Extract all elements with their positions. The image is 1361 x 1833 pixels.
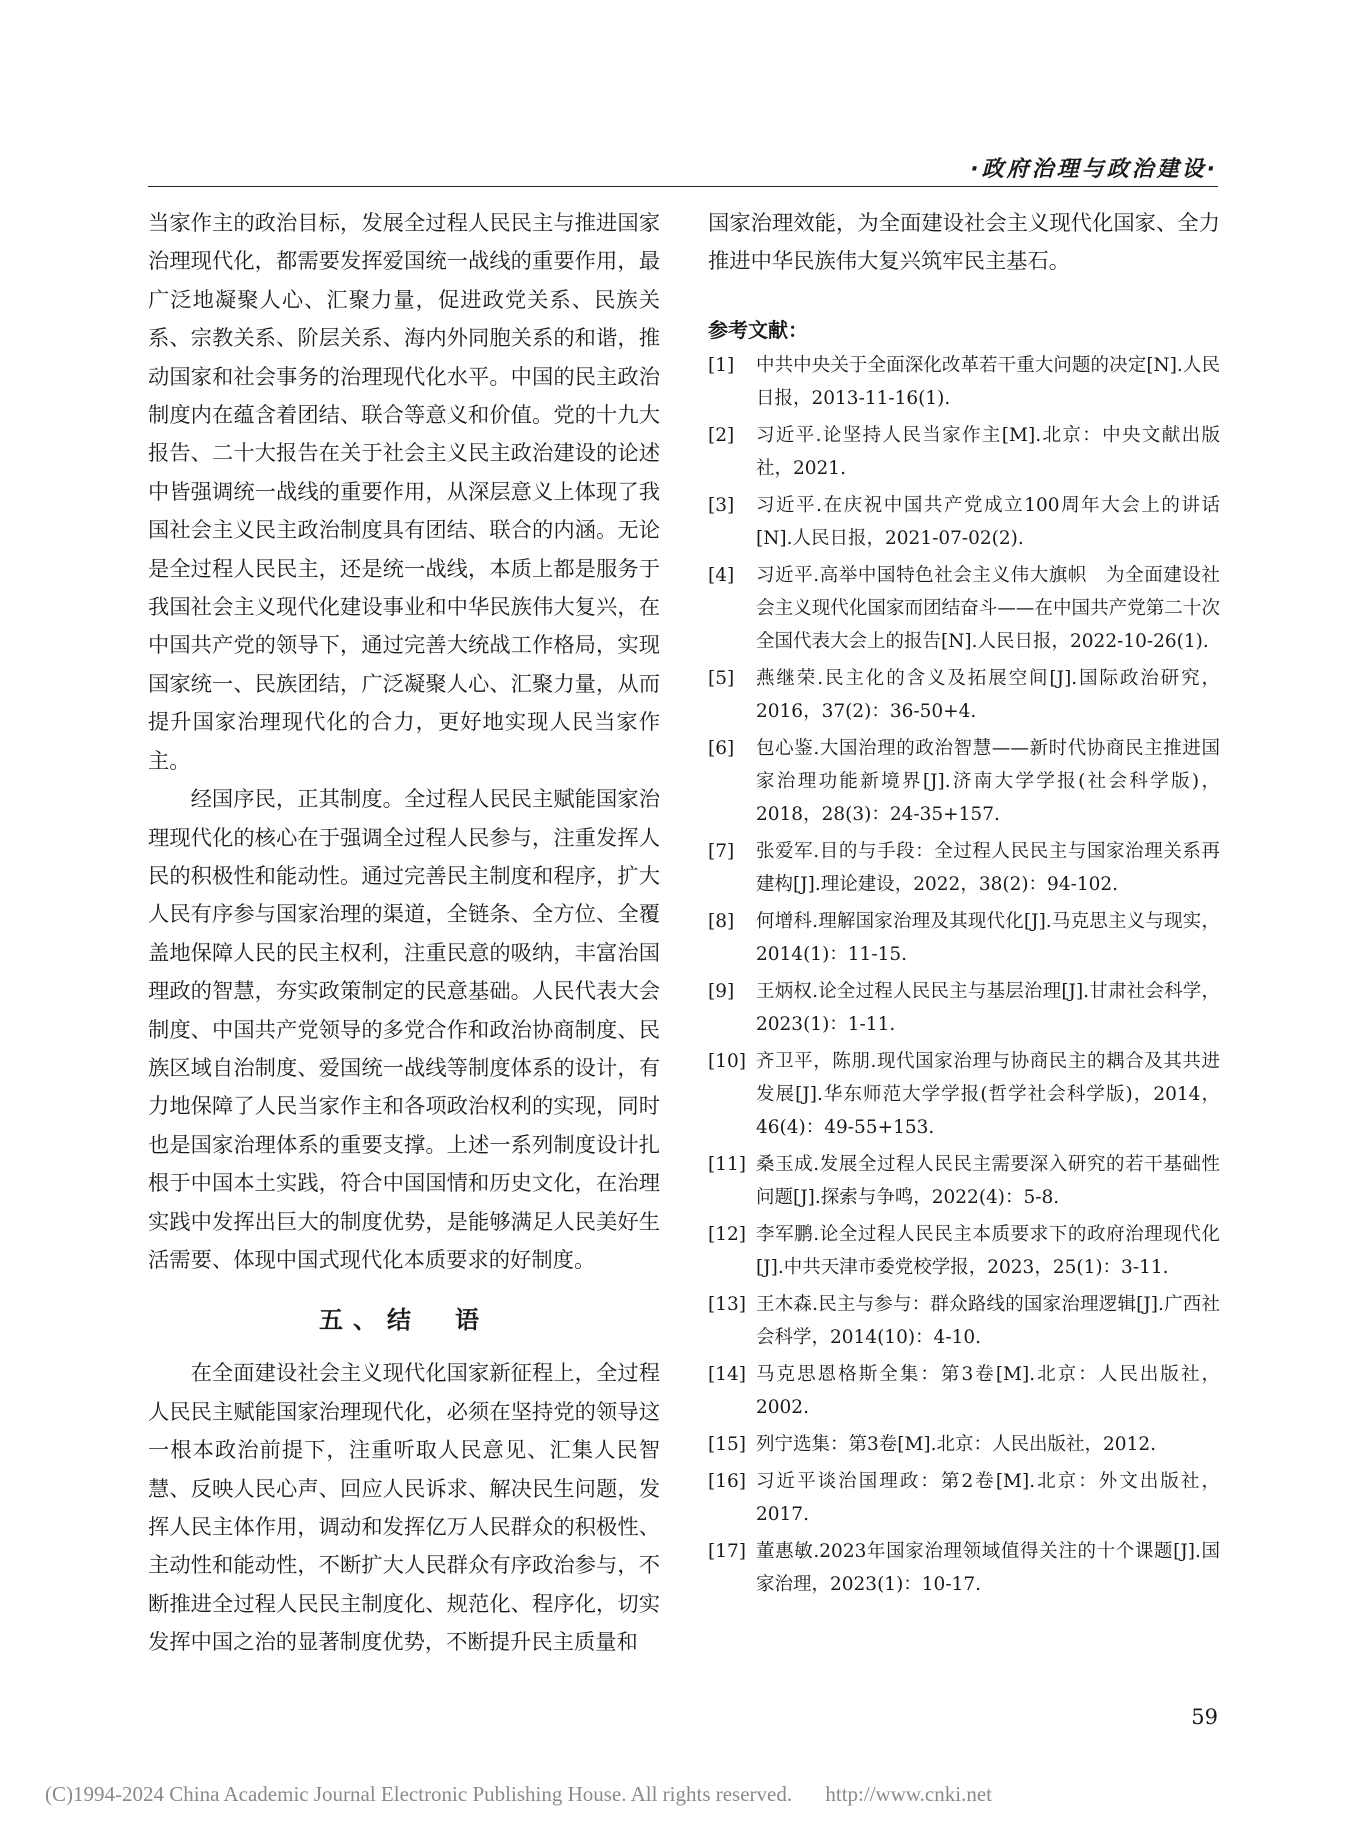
reference-item <box>708 1218 1220 1284</box>
reference-number: [6] <box>708 737 735 759</box>
reference-text: 习近平.论坚持人民当家作主[M].北京：中央文献出版社，2021. <box>756 424 1220 479</box>
reference-number: [7] <box>708 840 735 862</box>
reference-number: [17] <box>708 1540 746 1562</box>
reference-text: 齐卫平，陈朋.现代国家治理与协商民主的耦合及其共进发展[J].华东师范大学学报(哲学社会科学版)，2014，46(4)：49-55+153. <box>756 1050 1220 1138</box>
page-number: 59 <box>1191 1705 1218 1729</box>
reference-text: 习近平谈治国理政：第2卷[M].北京：外文出版社，2017. <box>756 1470 1220 1525</box>
section-heading: 五、结 语 <box>319 1306 489 1335</box>
reference-text: 何增科.理解国家治理及其现代化[J].马克思主义与现实，2014(1)：11-15. <box>756 910 1220 965</box>
copyright-footer <box>45 1782 992 1807</box>
reference-text: 习近平.高举中国特色社会主义伟大旗帜 为全面建设社会主义现代化国家而团结奋斗——在中国共产党第二十次全国代表大会上的报告[N].人民日报，2022-10-26(1). <box>756 564 1220 652</box>
running-header <box>148 150 1218 187</box>
body-paragraph: 当家作主的政治目标，发展全过程人民民主与推进国家治理现代化，都需要发挥爱国统一战线的重要作用，最广泛地凝聚人心、汇聚力量，促进政党关系、民族关系、宗教关系、阶层关系、海内外同胞关系的和谐，推动国家和社会事务的治理现代化水平。中国的民主政治制度内在蕴含着团结、联合等意义和价值。党的十九大报告、二十大报告在关于社会主义民主政治建设的论述中皆强调统一战线的重要作用，从深层意义上体现了我国社会主义民主政治制度具有团结、联合的内涵。无论是全过程人民民主，还是统一战线，本质上都是服务于我国社会主义现代化建设事业和中华民族伟大复兴，在中国共产党的领导下，通过完善大统战工作格局，实现国家统一、民族团结，广泛凝聚人心、汇聚力量，从而提升国家治理现代化的合力，更好地实现人民当家作主。 <box>148 211 660 774</box>
reference-number: [3] <box>708 494 735 516</box>
reference-text: 王炳权.论全过程人民民主与基层治理[J].甘肃社会科学，2023(1)：1-11. <box>756 980 1220 1035</box>
reference-item <box>708 489 1220 555</box>
reference-text: 习近平.在庆祝中国共产党成立100周年大会上的讲话[N].人民日报，2021-07-02(2). <box>756 494 1220 549</box>
reference-number: [9] <box>708 980 735 1002</box>
reference-item <box>708 1428 1220 1461</box>
reference-number: [13] <box>708 1293 746 1315</box>
reference-item <box>708 419 1220 485</box>
reference-item <box>708 349 1220 415</box>
reference-number: [2] <box>708 424 735 446</box>
reference-item <box>708 1288 1220 1354</box>
reference-text: 包心鉴.大国治理的政治智慧——新时代协商民主推进国家治理功能新境界[J].济南大学学报(社会科学版)，2018，28(3)：24-35+157. <box>756 737 1220 825</box>
copyright-text: (C)1994-2024 China Academic Journal Electronic Publishing House. All rights reserved. <box>45 1782 793 1806</box>
reference-number: [12] <box>708 1223 746 1245</box>
left-column <box>148 205 660 1663</box>
body-paragraph: 在全面建设社会主义现代化国家新征程上，全过程人民民主赋能国家治理现代化，必须在坚持党的领导这一根本政治前提下，注重听取人民意见、汇集人民智慧、反映人民心声、回应人民诉求、解决民生问题，发挥人民主体作用，调动和发挥亿万人民群众的积极性、主动性和能动性，不断扩大人民群众有序政治参与，不断推进全过程人民民主制度化、规范化、程序化，切实发挥中国之治的显著制度优势，不断提升民主质量和 <box>148 1361 660 1656</box>
reference-text: 马克思恩格斯全集：第3卷[M].北京：人民出版社，2002. <box>756 1363 1220 1418</box>
reference-item <box>708 1148 1220 1214</box>
reference-number: [1] <box>708 354 735 376</box>
reference-item <box>708 1045 1220 1144</box>
right-column <box>708 205 1220 1605</box>
reference-number: [8] <box>708 910 735 932</box>
body-paragraph: 经国序民，正其制度。全过程人民民主赋能国家治理现代化的核心在于强调全过程人民参与，注重发挥人民的积极性和能动性。通过完善民主制度和程序，扩大人民有序参与国家治理的渠道，全链条、全方位、全覆盖地保障人民的民主权利，注重民意的吸纳，丰富治国理政的智慧，夯实政策制定的民意基础。人民代表大会制度、中国共产党领导的多党合作和政治协商制度、民族区域自治制度、爱国统一战线等制度体系的设计，有力地保障了人民当家作主和各项政治权利的实现，同时也是国家治理体系的重要支撑。上述一系列制度设计扎根于中国本土实践，符合中国国情和历史文化，在治理实践中发挥出巨大的制度优势，是能够满足人民美好生活需要、体现中国式现代化本质要求的好制度。 <box>148 787 660 1273</box>
reference-number: [10] <box>708 1050 746 1072</box>
reference-item <box>708 975 1220 1041</box>
reference-number: [11] <box>708 1153 746 1175</box>
footer-link[interactable]: http://www.cnki.net <box>825 1782 992 1806</box>
reference-item <box>708 1535 1220 1601</box>
reference-text: 列宁选集：第3卷[M].北京：人民出版社，2012. <box>756 1433 1156 1455</box>
reference-list <box>708 349 1220 1601</box>
reference-text: 张爱军.目的与手段：全过程人民民主与国家治理关系再建构[J].理论建设，2022，38(2)：94-102. <box>756 840 1220 895</box>
reference-number: [15] <box>708 1433 746 1455</box>
reference-item <box>708 662 1220 728</box>
reference-text: 王木森.民主与参与：群众路线的国家治理逻辑[J].广西社会科学，2014(10)：4-10. <box>756 1293 1220 1348</box>
reference-text: 燕继荣.民主化的含义及拓展空间[J].国际政治研究，2016，37(2)：36-50+4. <box>756 667 1220 722</box>
reference-text: 董惠敏.2023年国家治理领域值得关注的十个课题[J].国家治理，2023(1)：10-17. <box>756 1540 1220 1595</box>
reference-text: 桑玉成.发展全过程人民民主需要深入研究的若干基础性问题[J].探索与争鸣，2022(4)：5-8. <box>756 1153 1220 1208</box>
body-paragraph: 国家治理效能，为全面建设社会主义现代化国家、全力推进中华民族伟大复兴筑牢民主基石。 <box>708 211 1220 275</box>
reference-item <box>708 559 1220 658</box>
reference-item <box>708 1465 1220 1531</box>
reference-item <box>708 835 1220 901</box>
reference-text: 中共中央关于全面深化改革若干重大问题的决定[N].人民日报，2013-11-16(1). <box>756 354 1220 409</box>
reference-number: [4] <box>708 564 735 586</box>
reference-number: [16] <box>708 1470 746 1492</box>
reference-number: [5] <box>708 667 735 689</box>
section-title: ·政府治理与政治建设· <box>970 157 1218 182</box>
reference-item <box>708 732 1220 831</box>
reference-text: 李军鹏.论全过程人民民主本质要求下的政府治理现代化[J].中共天津市委党校学报，2023，25(1)：3-11. <box>756 1223 1220 1278</box>
reference-item <box>708 1358 1220 1424</box>
references-title: 参考文献： <box>708 317 808 342</box>
reference-number: [14] <box>708 1363 746 1385</box>
reference-item <box>708 905 1220 971</box>
